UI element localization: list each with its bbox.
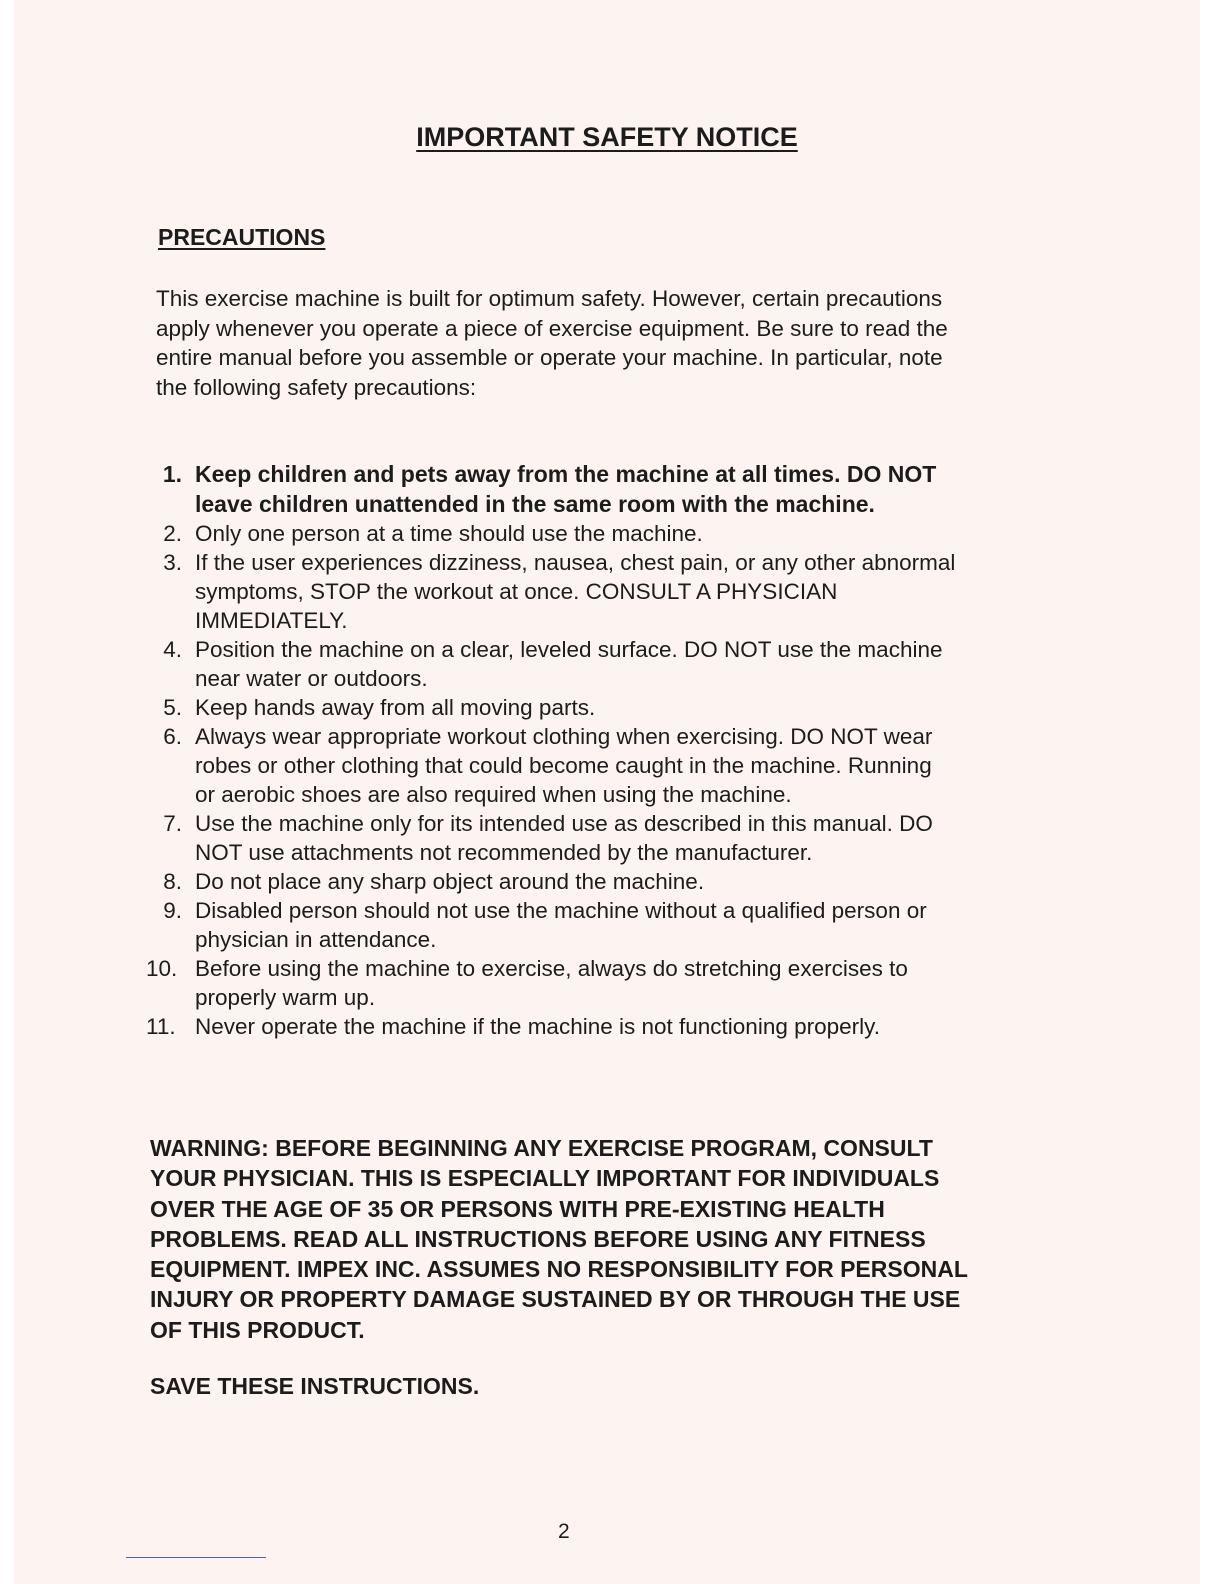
warning-line: WARNING: BEFORE BEGINNING ANY EXERCISE PROGRAM, CONSULT — [150, 1135, 933, 1161]
list-item-text: robes or other clothing that could become caught in the machine. Running — [195, 753, 932, 778]
list-item-text: Always wear appropriate workout clothing when exercising. DO NOT wear — [195, 724, 933, 749]
list-item-text: IMMEDIATELY. — [195, 608, 348, 633]
warning-line: OF THIS PRODUCT. — [150, 1316, 365, 1343]
list-item-text: If the user experiences dizziness, nausea, chest pain, or any other abnormal — [195, 550, 956, 575]
intro-line: apply whenever you operate a piece of exercise equipment. Be sure to read the — [156, 315, 948, 341]
save-instructions: SAVE THESE INSTRUCTIONS. — [150, 1373, 480, 1399]
list-item-text: Do not place any sharp object around the machine. — [195, 869, 705, 894]
page-number: 2 — [558, 1520, 570, 1543]
document-page — [14, 0, 1200, 1584]
list-item-number: 9. — [163, 898, 182, 923]
list-item-text: Use the machine only for its intended use as described in this manual. DO — [195, 811, 933, 836]
list-item-text: Keep children and pets away from the machine at all times. DO NOT — [195, 461, 937, 487]
list-item — [150, 459, 1050, 519]
list-item — [150, 896, 1050, 954]
list-item-number: 3. — [163, 550, 182, 575]
list-item-number: 7. — [163, 811, 182, 836]
list-item-text: leave children unattended in the same room with the machine. — [195, 491, 875, 517]
list-item-text: Only one person at a time should use the machine. — [195, 521, 703, 546]
list-item-text: Keep hands away from all moving parts. — [195, 695, 596, 720]
list-item-number: 11. — [146, 1014, 176, 1039]
warning-line: INJURY OR PROPERTY DAMAGE SUSTAINED BY OR THROUGH THE USE — [150, 1286, 961, 1313]
warning-line: PROBLEMS. READ ALL INSTRUCTIONS BEFORE USING ANY FITNESS — [150, 1225, 926, 1252]
list-item — [150, 635, 1050, 693]
list-item-number: 10. — [146, 956, 178, 981]
list-item — [150, 548, 1050, 635]
list-item-text: physician in attendance. — [195, 927, 437, 952]
warning-line: OVER THE AGE OF 35 OR PERSONS WITH PRE-EXISTING HEALTH — [150, 1195, 885, 1222]
footer-link-underline — [126, 1557, 266, 1558]
list-item — [150, 519, 1050, 548]
list-item-text: Position the machine on a clear, leveled surface. DO NOT use the machine — [195, 637, 943, 662]
section-heading-precautions: PRECAUTIONS — [158, 224, 326, 250]
list-item-number: 8. — [163, 869, 182, 894]
list-item-number: 5. — [163, 695, 182, 720]
list-item-text: or aerobic shoes are also required when using the machine. — [195, 782, 792, 807]
list-item-text: Disabled person should not use the machine without a qualified person or — [195, 898, 927, 923]
list-item — [146, 954, 1050, 1012]
list-item — [146, 1012, 1050, 1041]
intro-paragraph — [156, 284, 1056, 402]
list-item-number: 2. — [163, 521, 182, 546]
list-item-text: properly warm up. — [195, 985, 376, 1010]
list-item — [150, 722, 1050, 809]
list-item-text: Never operate the machine if the machine is not functioning properly. — [195, 1014, 880, 1039]
list-item-text: symptoms, STOP the workout at once. CONSULT A PHYSICIAN — [195, 579, 838, 604]
list-item-number: 6. — [163, 724, 182, 749]
list-item — [150, 693, 1050, 722]
page-title: IMPORTANT SAFETY NOTICE — [416, 122, 798, 152]
intro-line: the following safety precautions: — [156, 374, 477, 400]
list-item-text: near water or outdoors. — [195, 666, 428, 691]
warning-line: YOUR PHYSICIAN. THIS IS ESPECIALLY IMPORTANT FOR INDIVIDUALS — [150, 1165, 940, 1192]
list-item-text: NOT use attachments not recommended by the manufacturer. — [195, 840, 813, 865]
warning-paragraph — [150, 1133, 1070, 1345]
list-item-text: Before using the machine to exercise, always do stretching exercises to — [195, 956, 908, 981]
intro-line: This exercise machine is built for optimum safety. However, certain precautions — [156, 286, 943, 311]
list-item — [150, 867, 1050, 896]
list-item-number: 4. — [163, 637, 182, 662]
precautions-list — [146, 459, 1050, 1041]
list-item — [150, 809, 1050, 867]
list-item-number: 1. — [162, 461, 182, 487]
warning-line: EQUIPMENT. IMPEX INC. ASSUMES NO RESPONSIBILITY FOR PERSONAL — [150, 1256, 968, 1283]
intro-line: entire manual before you assemble or operate your machine. In particular, note — [156, 345, 943, 370]
